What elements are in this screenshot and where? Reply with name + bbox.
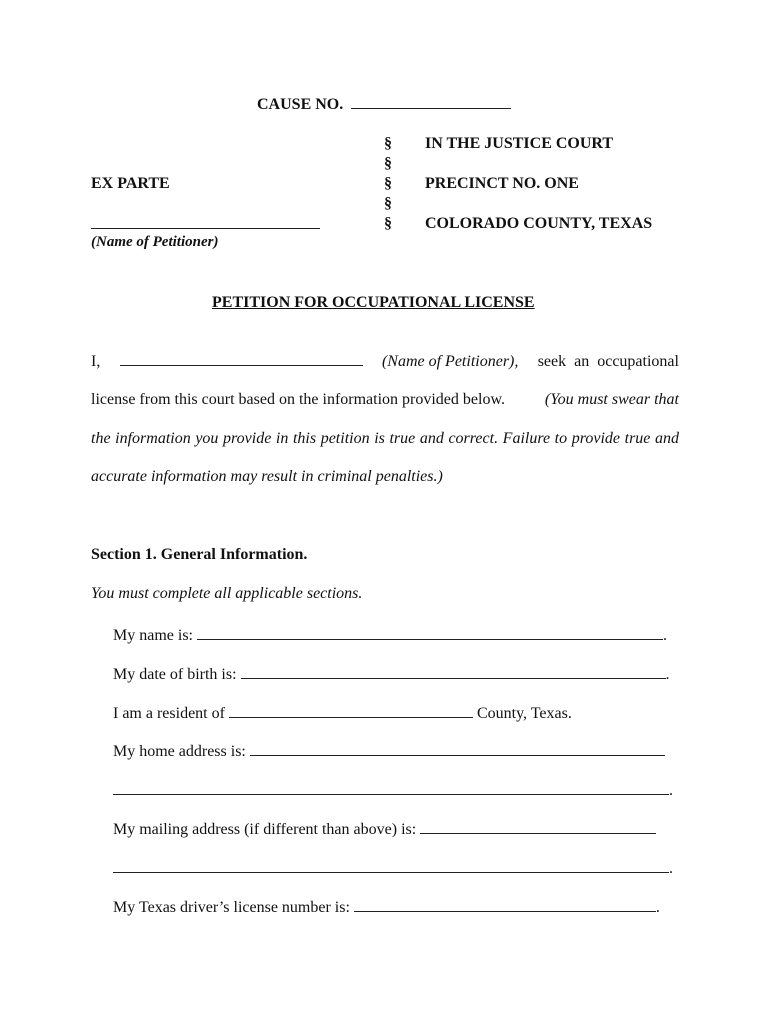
driver-license-label: My Texas driver’s license number is:	[113, 899, 350, 916]
resident-row	[113, 704, 572, 722]
intro-i: I,	[91, 353, 101, 370]
intro-line-1	[91, 352, 679, 370]
dob-period: .	[665, 666, 670, 683]
intro-seek: seek an occupational	[537, 353, 679, 370]
mailing-address-period: .	[669, 860, 673, 877]
name-period: .	[663, 627, 667, 644]
intro-name-hint: (Name of Petitioner),	[381, 353, 519, 370]
intro-line-2	[91, 392, 679, 408]
mailing-address-row	[113, 820, 656, 838]
cause-number-field[interactable]	[351, 95, 511, 109]
section-mark-3: §	[384, 175, 392, 192]
name-label: My name is:	[113, 627, 193, 644]
dob-row	[113, 665, 670, 683]
court-name: IN THE JUSTICE COURT	[425, 135, 614, 152]
resident-suffix: County, Texas.	[476, 705, 572, 722]
intro-line-2-italic: (You must swear that	[544, 391, 679, 408]
county: COLORADO COUNTY, TEXAS	[425, 215, 653, 232]
home-address-row-2	[113, 781, 673, 799]
intro-line-4: accurate information may result in criminal penalties.)	[91, 468, 443, 485]
driver-license-row	[113, 898, 660, 916]
home-address-label: My home address is:	[113, 743, 246, 760]
mailing-address-field[interactable]	[420, 820, 656, 834]
home-address-period: .	[669, 782, 673, 799]
section-1-heading: Section 1. General Information.	[91, 546, 308, 563]
ex-parte: EX PARTE	[91, 175, 170, 192]
section-mark-5: §	[384, 215, 392, 232]
section-1-instruction: You must complete all applicable sections.	[91, 585, 363, 602]
home-address-row	[113, 742, 665, 760]
home-address-field-2[interactable]	[113, 781, 669, 795]
cause-number	[257, 95, 511, 113]
section-mark-4: §	[384, 195, 392, 212]
name-field[interactable]	[197, 626, 663, 640]
petitioner-name-field-wrap	[91, 215, 320, 233]
document-title: PETITION FOR OCCUPATIONAL LICENSE	[212, 294, 535, 311]
intro-name-field[interactable]	[120, 352, 363, 366]
home-address-field[interactable]	[250, 742, 665, 756]
cause-label: CAUSE NO.	[257, 96, 344, 113]
dob-label: My date of birth is:	[113, 666, 237, 683]
dob-field[interactable]	[241, 665, 666, 679]
intro-line-3: the information you provide in this petition is true and correct. Failure to provide true and	[91, 430, 679, 447]
petitioner-name-caption: (Name of Petitioner)	[91, 234, 219, 250]
name-row	[113, 626, 667, 644]
driver-license-period: .	[655, 899, 660, 916]
petitioner-name-field[interactable]	[91, 215, 320, 229]
precinct: PRECINCT NO. ONE	[425, 175, 579, 192]
intro-line-2-plain: license from this court based on the information provided below.	[91, 391, 505, 408]
mailing-address-label: My mailing address (if different than above) is:	[113, 821, 417, 838]
resident-county-field[interactable]	[229, 704, 473, 718]
section-mark-2: §	[384, 155, 392, 172]
resident-label: I am a resident of	[113, 705, 225, 722]
mailing-address-field-2[interactable]	[113, 859, 669, 873]
mailing-address-row-2	[113, 859, 673, 877]
section-mark-1: §	[384, 135, 392, 152]
driver-license-field[interactable]	[354, 898, 656, 912]
